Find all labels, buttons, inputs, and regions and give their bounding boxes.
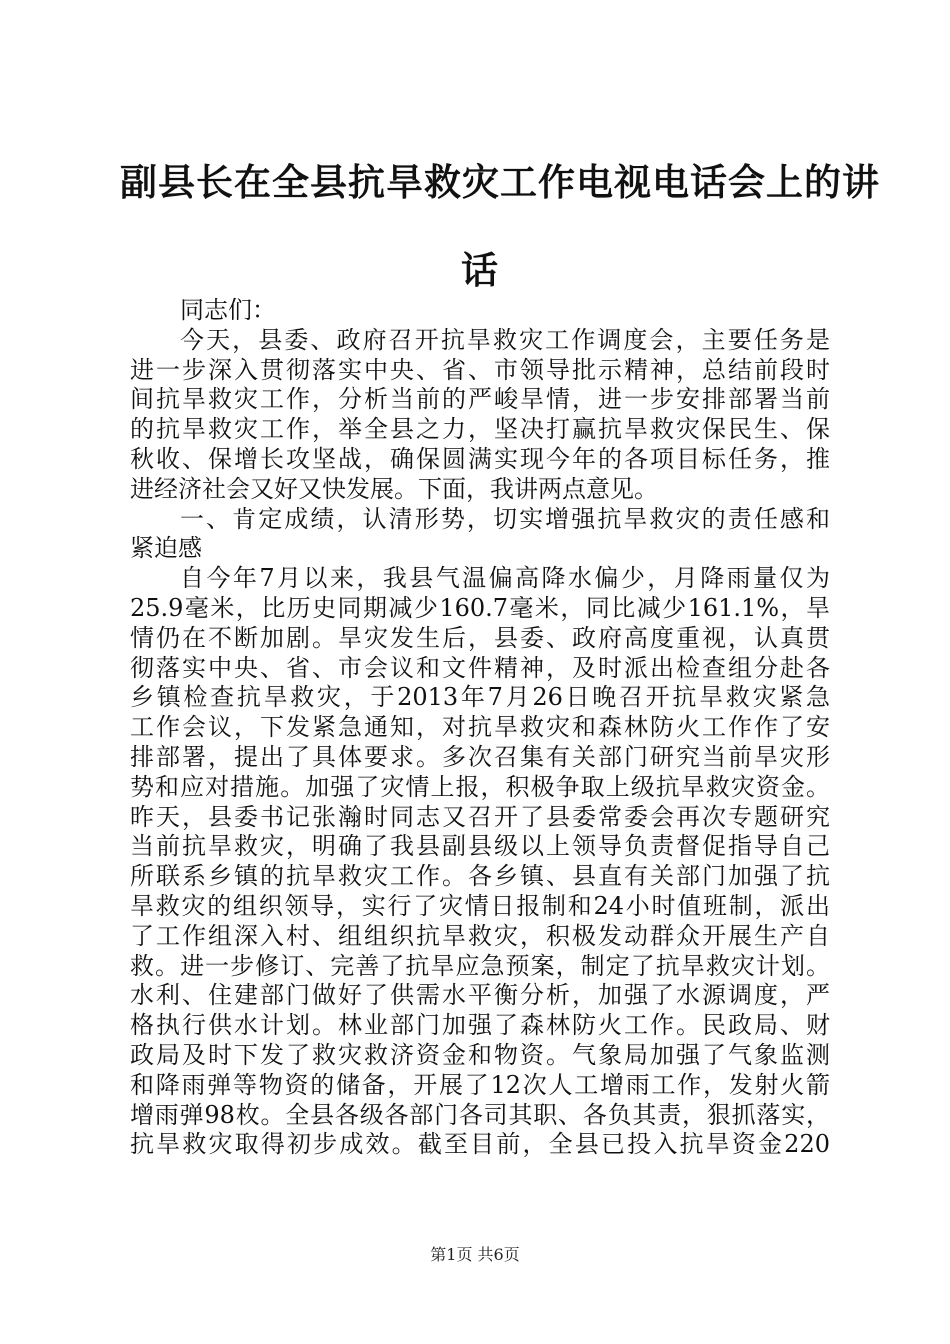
body-line: 今天，县委、政府召开抗旱救灾工作调度会，主要任务是	[180, 325, 830, 354]
body-line: 工作会议，下发紧急通知，对抗旱救灾和森林防火工作作了安	[130, 713, 830, 742]
body-line: 紧迫感	[130, 534, 202, 563]
body-line: 一、肯定成绩，认清形势，切实增强抗旱救灾的责任感和	[180, 504, 830, 533]
document-title-line-2: 话	[461, 248, 499, 292]
body-line: 政局及时下发了救灾救济资金和物资。气象局加强了气象监测	[130, 1040, 830, 1069]
body-line: 和降雨弹等物资的储备，开展了12次人工增雨工作，发射火箭	[130, 1070, 830, 1099]
body-line: 排部署，提出了具体要求。多次召集有关部门研究当前旱灾形	[130, 742, 830, 771]
body-line: 情仍在不断加剧。旱灾发生后，县委、政府高度重视，认真贯	[130, 623, 830, 652]
body-line: 秋收、保增长攻坚战，确保圆满实现今年的各项目标任务，推	[130, 444, 830, 473]
body-line: 进一步深入贯彻落实中央、省、市领导批示精神，总结前段时	[130, 355, 830, 384]
body-line: 自今年7月以来，我县气温偏高降水偏少，月降雨量仅为	[180, 564, 830, 593]
document-title-line-1: 副县长在全县抗旱救灾工作电视电话会上的讲	[120, 160, 880, 204]
body-line: 进经济社会又好又快发展。下面，我讲两点意见。	[130, 474, 658, 503]
body-line: 当前抗旱救灾，明确了我县副县级以上领导负责督促指导自己	[130, 832, 830, 861]
body-line: 所联系乡镇的抗旱救灾工作。各乡镇、县直有关部门加强了抗	[130, 862, 830, 891]
body-line: 25.9毫米，比历史同期减少160.7毫米，同比减少161.1%，旱	[130, 593, 830, 622]
body-line: 同志们：	[180, 296, 276, 324]
body-line: 旱救灾的组织领导，实行了灾情日报制和24小时值班制，派出	[130, 891, 830, 920]
body-line: 彻落实中央、省、市会议和文件精神，及时派出检查组分赴各	[130, 653, 830, 682]
page-footer: 第1页 共6页	[430, 1245, 520, 1264]
body-line: 水利、住建部门做好了供需水平衡分析，加强了水源调度，严	[130, 981, 830, 1010]
document-body	[130, 296, 830, 1160]
body-line: 格执行供水计划。林业部门加强了森林防火工作。民政局、财	[130, 1011, 830, 1040]
body-line: 昨天，县委书记张瀚时同志又召开了县委常委会再次专题研究	[130, 802, 830, 831]
body-line: 了工作组深入村、组组织抗旱救灾，积极发动群众开展生产自	[130, 921, 830, 950]
body-line: 乡镇检查抗旱救灾，于2013年7月26日晚召开抗旱救灾紧急	[130, 683, 830, 712]
body-line: 间抗旱救灾工作，分析当前的严峻旱情，进一步安排部署当前	[130, 385, 830, 414]
body-line: 势和应对措施。加强了灾情上报，积极争取上级抗旱救灾资金。	[130, 772, 830, 801]
body-line: 的抗旱救灾工作，举全县之力，坚决打赢抗旱救灾保民生、保	[130, 415, 830, 444]
body-line: 增雨弹98枚。全县各级各部门各司其职、各负其责，狠抓落实，	[130, 1100, 830, 1129]
body-line: 救。进一步修订、完善了抗旱应急预案，制定了抗旱救灾计划。	[130, 951, 830, 980]
body-line: 抗旱救灾取得初步成效。截至目前，全县已投入抗旱资金220	[130, 1130, 830, 1159]
